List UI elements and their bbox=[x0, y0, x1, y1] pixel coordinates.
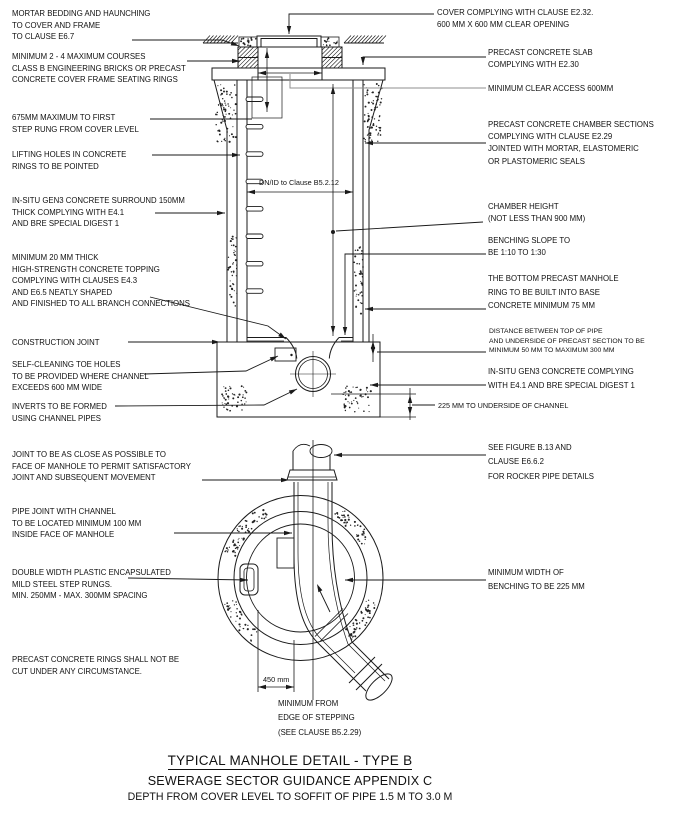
label-topping: MINIMUM 20 MM THICK HIGH-STRENGTH CONCRETE TOPPING COMPLYING WITH CLAUSES E4.3 AND E6.5 NEATLY SHAPED AND FINISHED TO ALL BRANCH CONNECTIONS bbox=[12, 253, 190, 309]
drawing-title: TYPICAL MANHOLE DETAIL - TYPE B bbox=[167, 753, 413, 768]
label-pipejoint: PIPE JOINT WITH CHANNEL TO BE LOCATED MINIMUM 100 MM INSIDE FACE OF MANHOLE bbox=[12, 507, 142, 540]
label-nocut: PRECAST CONCRETE RINGS SHALL NOT BE CUT UNDER ANY CIRCUMSTANCE. bbox=[12, 655, 180, 676]
plan-view bbox=[218, 444, 396, 704]
base-concrete bbox=[217, 342, 380, 417]
label-cover: COVER COMPLYING WITH CLAUSE E2.32. 600 MM X 600 MM CLEAR OPENING bbox=[437, 8, 594, 29]
dimension-lines-section bbox=[247, 48, 416, 420]
label-rung675: 675MM MAXIMUM TO FIRST STEP RUNG FROM COVER LEVEL bbox=[12, 113, 139, 134]
label-access: MINIMUM CLEAR ACCESS 600MM bbox=[488, 84, 614, 93]
label-jointclose: JOINT TO BE AS CLOSE AS POSSIBLE TO FACE OF MANHOLE TO PERMIT SATISFACTORY JOINT AND SUBSEQUENT MOVEMENT bbox=[12, 450, 191, 483]
label-d450: 450 mm bbox=[263, 675, 290, 684]
benching-and-channel bbox=[247, 338, 353, 398]
label-insitubase: IN-SITU GEN3 CONCRETE COMPLYING WITH E4.1 AND BRE SPECIAL DIGEST 1 bbox=[488, 367, 635, 390]
precast-slab bbox=[212, 68, 385, 80]
label-mortar: MORTAR BEDDING AND HAUNCHING TO COVER AND FRAME TO CLAUSE E6.7 bbox=[12, 9, 151, 42]
label-dnid: DN/ID to Clause B5.2.12 bbox=[259, 178, 339, 187]
label-steprungs: DOUBLE WIDTH PLASTIC ENCAPSULATED MILD STEEL STEP RUNGS. MIN. 250MM - MAX. 300MM SPACING bbox=[12, 568, 171, 601]
label-construction: CONSTRUCTION JOINT bbox=[12, 338, 100, 347]
label-minfrom: MINIMUM FROM EDGE OF STEPPING (SEE CLAUSE B5.2.29) bbox=[278, 699, 362, 737]
label-lifting: LIFTING HOLES IN CONCRETE RINGS TO BE POINTED bbox=[12, 150, 127, 171]
label-bottomring: THE BOTTOM PRECAST MANHOLE RING TO BE BUILT INTO BASE CONCRETE MINIMUM 75 MM bbox=[488, 274, 619, 310]
label-slab: PRECAST CONCRETE SLAB COMPLYING WITH E2.30 bbox=[488, 48, 593, 69]
label-courses: MINIMUM 2 - 4 MAXIMUM COURSES CLASS B ENGINEERING BRICKS OR PRECAST CONCRETE COVER FRAME SEATING RINGS bbox=[12, 52, 186, 85]
label-inverts: INVERTS TO BE FORMED USING CHANNEL PIPES bbox=[12, 402, 107, 423]
drawing-note: DEPTH FROM COVER LEVEL TO SOFFIT OF PIPE 1.5 M TO 3.0 M bbox=[127, 791, 453, 803]
label-chamberheight: CHAMBER HEIGHT (NOT LESS THAN 900 MM) bbox=[488, 202, 586, 223]
label-rocker: SEE FIGURE B.13 AND CLAUSE E6.6.2 FOR ROCKER PIPE DETAILS bbox=[488, 443, 595, 481]
label-sections: PRECAST CONCRETE CHAMBER SECTIONS COMPLYING WITH CLAUSE E2.29 JOINTED WITH MORTAR, ELASTOMERIC OR PLASTOMERIC SEALS bbox=[488, 120, 654, 166]
label-distance: DISTANCE BETWEEN TOP OF PIPE AND UNDERSIDE OF PRECAST SECTION TO BE MINIMUM 50 MM TO MAXIMUM 300 MM bbox=[489, 328, 645, 355]
label-c225: 225 MM TO UNDERSIDE OF CHANNEL bbox=[438, 401, 569, 410]
step-rungs-section bbox=[246, 97, 263, 293]
label-minwidth: MINIMUM WIDTH OF BENCHING TO BE 225 MM bbox=[488, 568, 585, 592]
brick-hatch bbox=[300, 47, 363, 68]
label-benchslope: BENCHING SLOPE TO BE 1:10 TO 1:30 bbox=[488, 236, 571, 257]
drawing-subtitle: SEWERAGE SECTOR GUIDANCE APPENDIX C bbox=[147, 774, 433, 788]
title-block bbox=[90, 753, 490, 803]
label-toeholes: SELF-CLEANING TOE HOLES TO BE PROVIDED WHERE CHANNEL EXCEEDS 600 MM WIDE bbox=[12, 360, 149, 393]
cover-and-frame bbox=[239, 36, 339, 47]
dimension-lines-plan bbox=[258, 440, 313, 700]
brick-hatch bbox=[216, 47, 279, 68]
label-surround: IN-SITU GEN3 CONCRETE SURROUND 150MM THICK COMPLYING WITH E4.1 AND BRE SPECIAL DIGEST 1 bbox=[12, 196, 185, 229]
